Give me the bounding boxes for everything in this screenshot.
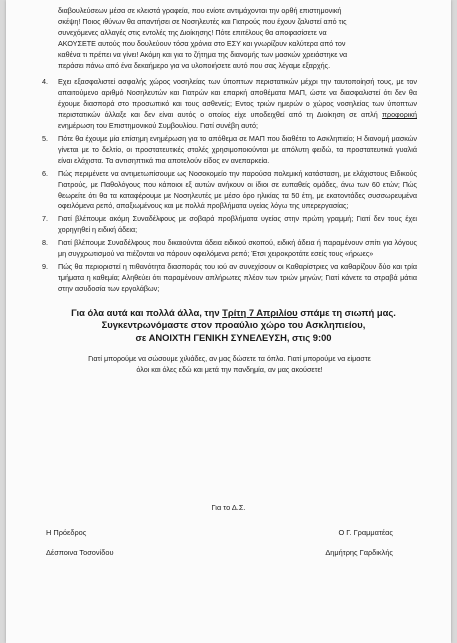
list-item <box>42 214 417 236</box>
for-board-label: Για το Δ.Σ. <box>211 503 246 512</box>
underlined-word: προφορική <box>382 110 417 120</box>
intro-line: καθένα τι πρέπει να γίνει! Ακόμη και για το ζήτημα της διανομής των μασκών χρειάστηκε να <box>58 49 348 59</box>
item-text-part: ενημέρωση του Επιστημονικού Συμβουλίου. Γιατί συνέβη αυτό; <box>58 121 259 131</box>
president-name: Δέσποινα Τοσονίδου <box>46 548 114 557</box>
intro-line: διαβουλεύσεων μέσα σε κλειστά γραφεία, που ενίοτε αντιμάχονται την ορθή επιστημονική <box>58 6 342 15</box>
item-text: Πώς θα περιοριστεί η πιθανότητα διασποράς του ιού αν συνεχίσουν οι Καθαρίστριες να καθαρίζουν δύο και τρία τμήματα η καθεμία; Αληθεύει ότι παραμένουν απλήρωτες πλέον των τριών μηνών; Γιατί κάνετε τα στραβά μάτια στην ασυδοσία των εργολάβων; <box>58 261 417 293</box>
list-item <box>42 133 417 167</box>
item-text: Γιατί βλέπουμε Συναδέλφους που δικαιούνται άδεια ειδικού σκοπού, ειδική άδεια ή παραμένουν σπίτι για λόγους μη συγχρωτισμού να πιέζονται να πάρουν οφειλόμενα ρεπό; Έτσι χειροκροτάτε εσείς τους «ήρωες» <box>58 238 417 259</box>
president-role: Η Πρόεδρος <box>46 528 87 537</box>
list-item <box>42 77 417 132</box>
intro-line: περάσει πάνω από ένα δεκαήμερο για να υλοποιήσετε αυτό που σας λέγαμε εξαρχής. <box>58 60 331 70</box>
item-text-part: Εχει εξασφαλιστεί ασφαλής χώρος νοσηλείας των ύποπτων περιστατικών μέχρι την ταυτοποίησή τους, με τον απαιτούμενο αριθμό Νοσηλευτών και Γιατρών και επαρκή αποθέματα ΜΑΠ, ώστε να διασφαλιστεί ότι δεν θα έχουμε διασπορά στο προσωπικό και τους ασθενείς; Εντος τριών ημερών ο χώρος νοσηλείας των ύποπτων περιστατικών άλλαξε και δεν είναι αυτός ο οποίος είχε υποδειχθεί από τη Διοίκηση σε απλή <box>58 77 417 120</box>
secretary-name: Δημήτρης Γαρδικλής <box>325 548 393 557</box>
list-item <box>42 261 417 295</box>
headline-line: σε ΑΝΟΙΧΤΗ ΓΕΝΙΚΗ ΣΥΝΕΛΕΥΣΗ, στις 9:00 <box>135 331 332 343</box>
item-number: 8. <box>42 238 48 248</box>
headline-text: Για όλα αυτά και πολλά άλλα, την <box>71 306 223 318</box>
closing-line: όλοι και όλες εδώ και μετά την πανδημία, αν μας ακούσετε! <box>136 365 323 375</box>
intro-paragraph <box>58 6 417 71</box>
list-item <box>42 238 417 260</box>
document-page <box>6 0 451 643</box>
headline-line <box>28 307 439 320</box>
event-date: Τρίτη 7 Απριλίου <box>222 306 298 318</box>
intro-line: σκέψη! Ποιος ιθύνων θα απαντήσει σε Νοσηλευτές και Γιατρούς που έχουν ζαλιστεί από τις <box>58 16 347 26</box>
closing-line: Γιατί μπορούμε να σώσουμε χιλιάδες, αν μας δώσετε τα όπλα. Γιατί μπορούμε να είμαστε <box>88 354 371 364</box>
item-number: 9. <box>42 261 48 271</box>
question-list <box>42 77 417 294</box>
item-text: Πότε θα έχουμε μία επίσημη ενημέρωση για το απόθεμα σε ΜΑΠ που διαθέτει το Ασκληπιείο; Η διανομή μασκών γίνεται με το δελτίο, οι προστατευτικές στολές χρησιμοποιούνται με απόλυτη φειδώ, τα προστατευτικά γυαλιά είναι ελάχιστα. Τα αντισηπτικά πια αποτελούν είδος εν ανεπαρκεία. <box>58 133 417 165</box>
headline-text: σπάμε τη σιωπή μας. <box>297 306 396 318</box>
item-text: Πώς περιμένετε να αντιμετωπίσουμε ως Νοσοκομείο την παρούσα πολεμική κατάσταση, με ελάχιστους Ειδικούς Γιατρούς, με Παθολόγους που κάποιοι εξ αυτών ανήκουν οι ίδιοι σε ευπαθείς ομάδες, άνω των 60 ετών; Πώς θεωρείτε ότι θα τα καταφέρουμε με Νοσηλευτές με μέσο όρο ηλικίας τα 50 έτη, με εκατοντάδες συσσωρευμένα οφειλόμενα ρεπό, απαξιωμένους και με πολλά προβλήματα υγείας λόγω της υπερεργασίας; <box>58 168 417 211</box>
item-text <box>58 77 417 132</box>
closing-paragraph <box>30 354 429 376</box>
list-item <box>42 168 417 213</box>
intro-line: συνεχόμενες αλλαγές στις εντολές της Διοίκησης! Πότε επιτέλους θα αποφασίσετε να <box>58 27 327 37</box>
item-number: 4. <box>42 77 48 87</box>
call-to-action-headline <box>28 307 439 345</box>
item-number: 6. <box>42 168 48 178</box>
headline-line: Συγκεντρωνόμαστε στον προαύλιο χώρο του Ασκληπιείου, <box>101 319 366 331</box>
item-text: Γιατί βλέπουμε ακόμη Συναδέλφους με σοβαρά προβλήματα υγείας στην πρώτη γραμμή; Γιατί δεν τους έχει χορηγηθεί η ειδική άδεια; <box>58 214 417 235</box>
item-number: 7. <box>42 214 48 224</box>
secretary-role: Ο Γ. Γραμματέας <box>338 528 393 537</box>
intro-line: ΑΚΟΥΣΕΤΕ αυτούς που δουλεύουν τόσα χρόνια στο ΕΣΥ και γνωρίζουν καλύτερα από τον <box>58 38 346 48</box>
item-number: 5. <box>42 133 48 143</box>
